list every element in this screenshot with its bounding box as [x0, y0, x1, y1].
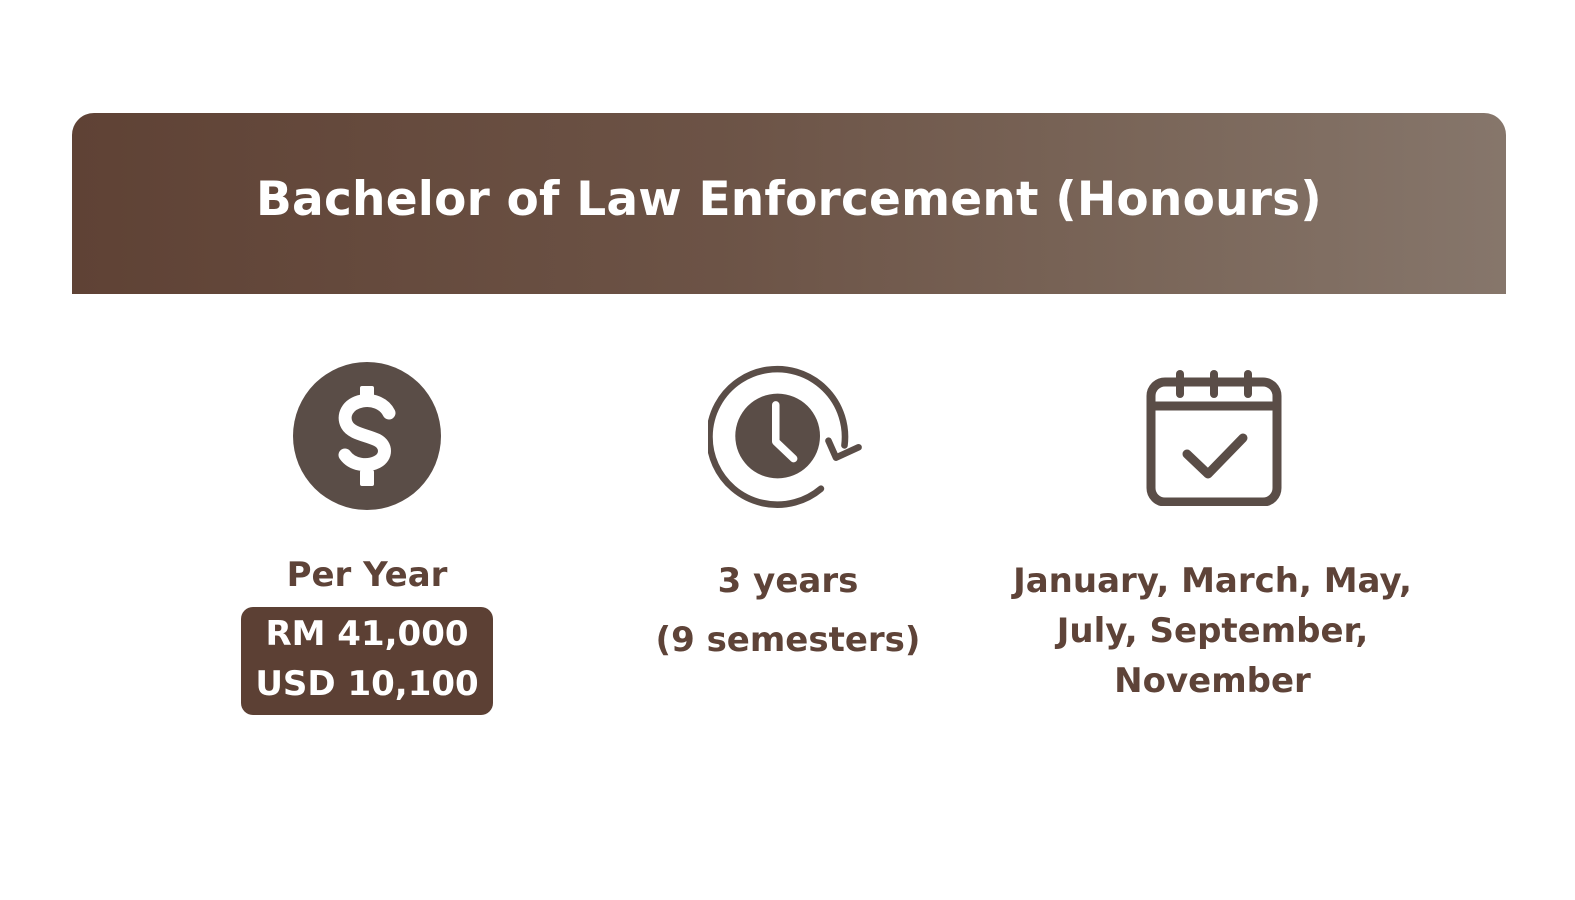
duration-text [656, 552, 921, 670]
clock-refresh-icon [708, 356, 868, 516]
intake-line-1: January, March, May, [1013, 561, 1412, 601]
programme-banner [72, 113, 1506, 294]
programme-title: Bachelor of Law Enforcement (Honours) [256, 172, 1322, 227]
price-badge [241, 607, 492, 715]
intake-line-3: November [1114, 661, 1311, 701]
price-rm: RM 41,000 [265, 614, 469, 654]
calendar-check-icon [1133, 356, 1293, 516]
intake-section [990, 356, 1435, 706]
intake-line-2: July, September, [1056, 611, 1369, 651]
duration-section [633, 356, 943, 670]
fee-period-label: Per Year [286, 555, 448, 595]
intake-months [1013, 556, 1412, 706]
price-usd: USD 10,100 [255, 664, 479, 704]
dollar-circle-icon [287, 356, 447, 516]
duration-years: 3 years [717, 561, 859, 601]
duration-semesters: (9 semesters) [655, 620, 921, 660]
fee-section [217, 356, 517, 715]
